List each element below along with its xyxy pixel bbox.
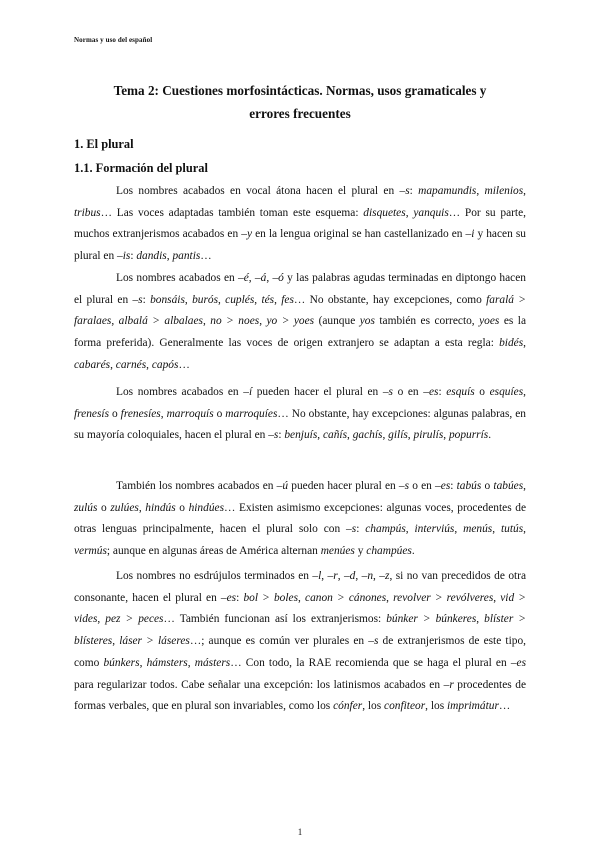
text-run: : [409, 185, 419, 197]
italic-example: í [248, 386, 253, 398]
italic-example: d [349, 570, 356, 582]
text-run: , [382, 429, 389, 442]
text-run: , [202, 315, 211, 328]
italic-example: milenios [484, 185, 524, 197]
text-run: . [488, 429, 492, 442]
text-run: , [523, 185, 526, 197]
text-run: , [405, 523, 415, 536]
italic-example: pirulís [413, 429, 444, 442]
paragraph-5 [74, 566, 526, 718]
italic-example: yanquis [413, 206, 449, 219]
text-run: , [160, 407, 167, 420]
italic-example: cónfer [333, 700, 363, 713]
text-run: … También funcionan así los extranjerismos: [163, 613, 387, 626]
italic-example: bol > boles [243, 591, 299, 604]
italic-example: búnkers [103, 656, 140, 669]
text-run: : [142, 293, 151, 306]
text-run: … Las voces adaptadas también toman este esquema: [100, 206, 364, 219]
italic-example: capós [151, 358, 179, 371]
italic-example: burós [192, 293, 219, 306]
text-run: o [97, 501, 111, 514]
italic-example: zulúes [110, 501, 139, 514]
text-run: : [130, 250, 137, 263]
italic-example: marroquís [166, 407, 214, 420]
italic-example: champús [365, 523, 406, 536]
paragraph-4 [74, 476, 526, 563]
text-run: de extranjerismos de este tipo, como [74, 635, 527, 669]
italic-example: s [405, 185, 410, 197]
text-run: , [407, 429, 414, 442]
text-run: o [474, 386, 490, 398]
text-run: … [178, 358, 190, 371]
text-run: , [386, 591, 394, 604]
italic-example: disquetes [363, 206, 406, 219]
italic-example: menús [463, 523, 493, 536]
italic-example: tribus [74, 206, 101, 219]
text-run: También los nombres acabados en – [116, 480, 283, 492]
italic-example: s [388, 386, 393, 398]
text-run: es la forma preferida). Generalmente las voces de origen extranjero se adaptan a esta regla: [74, 315, 526, 350]
italic-example: n [367, 570, 374, 582]
italic-example: frenesís [74, 407, 110, 420]
italic-example: hámsters [146, 656, 188, 669]
text-run: , [112, 635, 120, 648]
italic-example: cabarés [74, 358, 111, 371]
text-run: … [200, 250, 212, 263]
running-header: Normas y uso del español [74, 36, 153, 44]
italic-example: revolver > revólveres [393, 591, 494, 604]
text-run: pueden hacer el plural en – [252, 386, 389, 398]
italic-example: dandis [136, 250, 167, 263]
text-run: para regularizar todos. Cabe señalar una excepción: los latinismos acabados en – [74, 678, 450, 691]
text-run: , [454, 523, 464, 536]
text-run: … Existen asimismo excepciones: algunas voces, procedentes de otras lenguas principalmente, hacen el plural solo con – [74, 501, 526, 536]
italic-example: tés [261, 293, 275, 306]
italic-example: popurrís [448, 429, 489, 442]
text-run: en la lengua original se han castellanizado en – [252, 228, 472, 241]
italic-example: i [471, 228, 475, 241]
italic-example: faralá > faralaes [74, 293, 526, 328]
italic-example: ú [282, 480, 289, 492]
text-run: , [298, 591, 306, 604]
text-run: , – [266, 272, 279, 284]
italic-example: vermús [74, 545, 107, 558]
italic-example: is [122, 250, 131, 263]
text-run: , [405, 206, 414, 219]
text-run: o en – [392, 386, 429, 398]
italic-example: hindúes [188, 501, 224, 514]
italic-example: cuplés [225, 293, 255, 306]
italic-example: vid > vides [74, 591, 526, 626]
text-run: Los nombres acabados en – [116, 272, 244, 284]
text-run: , – [337, 570, 350, 582]
text-run: : [278, 429, 285, 442]
italic-example: no > noes [210, 315, 260, 328]
text-run: , [523, 386, 527, 398]
text-run: , si no van precedidos de otra consonante, hacen el plural en – [74, 570, 527, 604]
italic-example: benjuís [284, 429, 318, 442]
italic-example: á [260, 272, 267, 284]
italic-example: pez > peces [105, 613, 164, 626]
text-run: Los nombres acabados en vocal átona hacen el plural en – [116, 185, 406, 197]
text-run: , [523, 337, 526, 350]
text-run: o [109, 407, 121, 420]
text-run: , – [373, 570, 385, 582]
text-run: , los [425, 700, 447, 713]
page-number: 1 [297, 827, 303, 837]
text-run: … Con todo, la RAE recomienda que se haga el plural en – [230, 656, 517, 669]
text-run: y hacen su plural en – [74, 228, 526, 263]
italic-example: s [138, 293, 143, 306]
italic-example: r [449, 678, 454, 691]
italic-example: yoes [479, 315, 500, 328]
subsection-heading: 1.1. Formación del plural [74, 161, 208, 175]
text-run: , – [248, 272, 261, 284]
text-run: , [187, 656, 195, 669]
text-run: : [438, 386, 447, 398]
text-run: o [213, 407, 226, 420]
title-line-2: errores frecuentes [249, 106, 351, 121]
italic-example: marroquíes [225, 407, 278, 420]
italic-example: s [404, 480, 410, 492]
text-run: … Por su parte, muchos extranjerismos acabados en – [74, 206, 526, 241]
document-title [74, 79, 526, 125]
text-run: … No obstante, hay excepciones: algunas palabras, en su mayoría coloquiales, hacen el plural en – [74, 407, 526, 442]
italic-example: es [516, 656, 527, 669]
italic-example: yos [359, 315, 375, 328]
italic-example: l [318, 570, 322, 582]
paragraph-3 [74, 382, 526, 447]
italic-example: mapamundis [418, 185, 477, 197]
italic-example: z [385, 570, 390, 582]
italic-example: imprimátur [447, 700, 499, 713]
italic-example: interviús [414, 523, 455, 536]
italic-example: r [333, 570, 338, 582]
italic-example: s [373, 635, 379, 648]
italic-example: esquíes [489, 386, 524, 398]
text-run: … No obstante, hay excepciones, como [293, 293, 487, 306]
italic-example: canon > cánones [305, 591, 387, 604]
italic-example: gilís [388, 429, 408, 442]
text-run: también es correcto, [374, 315, 480, 328]
text-run: , [111, 315, 119, 328]
italic-example: esquís [446, 386, 475, 398]
italic-example: y [246, 228, 252, 241]
text-run: , [110, 358, 116, 371]
text-run: : [356, 523, 366, 536]
italic-example: albalá > albalaes [118, 315, 203, 328]
text-run: pueden hacer plural en – [288, 480, 405, 492]
text-run: , [274, 293, 282, 306]
text-run: , [218, 293, 226, 306]
text-run: , [259, 315, 267, 328]
text-run: , – [355, 570, 368, 582]
text-run: , [476, 613, 485, 626]
italic-example: pantis [172, 250, 201, 263]
text-run: , [476, 185, 485, 197]
title-line-1: Tema 2: Cuestiones morfosintácticas. Normas, usos gramaticales y [113, 83, 487, 98]
italic-example: champúes [366, 545, 412, 558]
text-run: , [523, 480, 527, 492]
text-run: … [498, 700, 511, 713]
italic-example: búnker > búnkeres [386, 613, 477, 626]
text-run: . [411, 545, 415, 558]
text-run: , [317, 429, 323, 442]
italic-example: láser > láseres [119, 635, 190, 648]
text-run: , [347, 429, 353, 442]
text-run: , [97, 613, 106, 626]
italic-example: frenesíes [120, 407, 161, 420]
italic-example: gachís [352, 429, 383, 442]
paragraph-1 [74, 181, 526, 268]
italic-example: yo > yoes [266, 315, 315, 328]
italic-example: menúes [320, 545, 355, 558]
italic-example: es [428, 386, 439, 398]
italic-example: tutús [500, 523, 524, 536]
text-run: , [492, 523, 501, 536]
italic-example: bidés [499, 337, 524, 350]
italic-example: tabúes [493, 480, 524, 492]
text-run: , [254, 293, 262, 306]
text-run: , [443, 429, 449, 442]
text-run: , [139, 656, 147, 669]
italic-example: es [440, 480, 451, 492]
text-run: Los nombres acabados en – [116, 386, 249, 398]
italic-example: zulús [74, 501, 98, 514]
italic-example: cañís [322, 429, 348, 442]
section-heading: 1. El plural [74, 137, 134, 151]
text-run: y [354, 545, 367, 558]
text-run: , [184, 293, 193, 306]
italic-example: s [351, 523, 357, 536]
text-run: o [175, 501, 189, 514]
text-run: : [236, 591, 244, 604]
italic-example: bonsáis [150, 293, 185, 306]
text-run: , [166, 250, 173, 263]
text-run: , [146, 358, 152, 371]
text-run: o [481, 480, 494, 492]
italic-example: ó [278, 272, 284, 284]
text-run: procedentes de formas verbales, que en plural son invariables, como los [74, 678, 527, 713]
text-run: , [493, 591, 501, 604]
text-run: , [138, 501, 146, 514]
text-run: , [523, 523, 526, 536]
italic-example: s [273, 429, 279, 442]
italic-example: es [226, 591, 237, 604]
italic-example: másters [194, 656, 231, 669]
text-run: (aunque [314, 315, 360, 328]
italic-example: hindús [145, 501, 176, 514]
text-run: : [450, 480, 457, 492]
text-run: , los [362, 700, 385, 713]
text-run: , – [321, 570, 334, 582]
text-run: …; aunque es común ver plurales en – [189, 635, 374, 648]
paragraph-2 [74, 268, 526, 377]
text-run: y las palabras agudas terminadas en diptongo hacen el plural en – [74, 272, 526, 306]
italic-example: carnés [115, 358, 147, 371]
italic-example: tabús [456, 480, 482, 492]
italic-example: confiteor [384, 700, 426, 713]
text-run: ; aunque en algunas áreas de América alternan [106, 545, 321, 558]
text-run: o en – [409, 480, 441, 492]
italic-example: fes [281, 293, 294, 306]
italic-example: blíster > blísteres [74, 613, 526, 648]
italic-example: é [243, 272, 249, 284]
text-run: Los nombres no esdrújulos terminados en – [116, 570, 319, 582]
